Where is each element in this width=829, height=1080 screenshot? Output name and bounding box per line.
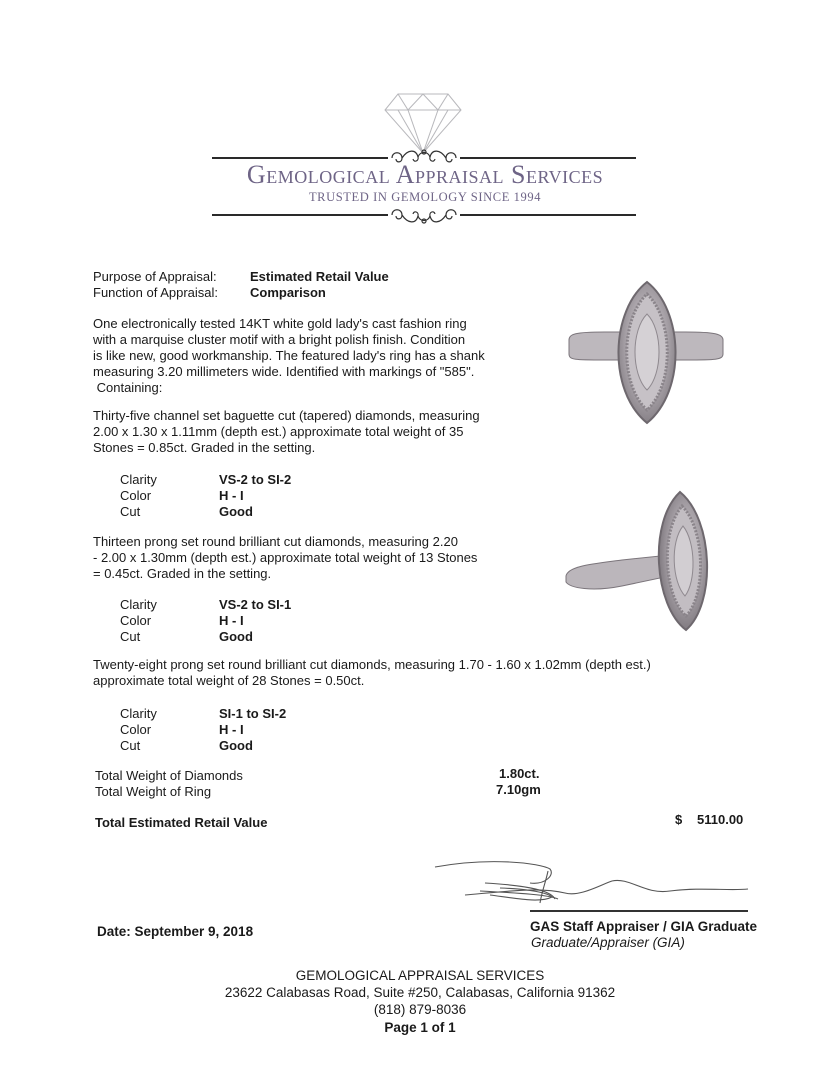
grade-label: Cut xyxy=(120,629,141,644)
description-line: One electronically tested 14KT white gold lady's cast fashion ring xyxy=(93,316,467,331)
stone-line: - 2.00 x 1.30mm (depth est.) approximate total weight of 13 Stones xyxy=(93,550,478,565)
footer-company-name: GEMOLOGICAL APPRAISAL SERVICES xyxy=(295,968,545,983)
header-rule-top-left xyxy=(212,157,388,159)
purpose-label: Purpose of Appraisal: xyxy=(93,269,217,284)
total-diamond-weight-value: 1.80ct. xyxy=(499,766,540,781)
page-number: Page 1 of 1 xyxy=(384,1020,456,1035)
grade-value: H - I xyxy=(219,488,244,503)
signature-line xyxy=(530,910,748,912)
grade-value: H - I xyxy=(219,613,244,628)
appraiser-title: GAS Staff Appraiser / GIA Graduate xyxy=(530,919,758,934)
grade-label: Cut xyxy=(120,504,141,519)
description-line: is like new, good workmanship. The featured lady's ring has a shank xyxy=(93,348,485,363)
ring-description xyxy=(93,316,485,396)
stone-group-2-description xyxy=(93,534,477,582)
grade-value: Good xyxy=(219,504,253,519)
grade-value: VS-2 to SI-1 xyxy=(219,597,292,612)
grade-label: Clarity xyxy=(120,597,157,612)
appraisal-date: Date: September 9, 2018 xyxy=(97,924,254,939)
header-rule-bottom-left xyxy=(212,214,388,216)
stone-line: Stones = 0.85ct. Graded in the setting. xyxy=(93,440,316,455)
company-name-heading: Gemological Appraisal Services xyxy=(246,160,604,189)
total-ring-weight-label: Total Weight of Ring xyxy=(95,784,212,799)
stone-line: Thirteen prong set round brilliant cut diamonds, measuring 2.20 xyxy=(93,534,458,549)
grade-value: VS-2 to SI-2 xyxy=(219,472,292,487)
total-diamond-weight-label: Total Weight of Diamonds xyxy=(95,768,243,783)
grade-label: Clarity xyxy=(120,706,157,721)
stone-line: 2.00 x 1.30 x 1.11mm (depth est.) approximate total weight of 35 xyxy=(93,424,464,439)
stone-line: Twenty-eight prong set round brilliant cut diamonds, measuring 1.70 - 1.60 x 1.02mm (depth est.) xyxy=(93,657,651,672)
header-rule-top-right xyxy=(460,157,636,159)
header-rule-bottom-right xyxy=(460,214,636,216)
description-line: Containing: xyxy=(93,380,163,395)
footer-phone: (818) 879-8036 xyxy=(373,1002,467,1017)
diamond-logo-icon xyxy=(384,92,462,154)
purpose-value: Estimated Retail Value xyxy=(250,269,389,284)
grade-value: SI-1 to SI-2 xyxy=(219,706,287,721)
grade-value: Good xyxy=(219,629,253,644)
appraiser-subtitle: Graduate/Appraiser (GIA) xyxy=(531,935,685,950)
grade-label: Clarity xyxy=(120,472,157,487)
total-retail-value: 5110.00 xyxy=(697,812,744,827)
grade-value: H - I xyxy=(219,722,244,737)
grade-label: Color xyxy=(120,488,152,503)
flourish-ornament-icon xyxy=(388,204,460,226)
ring-photo-angle-view xyxy=(562,488,722,633)
currency-symbol: $ xyxy=(675,812,683,827)
stone-line: approximate total weight of 28 Stones = 0.50ct. xyxy=(93,673,365,688)
function-value: Comparison xyxy=(250,285,326,300)
description-line: with a marquise cluster motif with a bright polish finish. Condition xyxy=(93,332,466,347)
description-line: measuring 3.20 millimeters wide. Identified with markings of "585". xyxy=(93,364,475,379)
total-retail-value-label: Total Estimated Retail Value xyxy=(95,815,268,830)
grade-label: Color xyxy=(120,722,152,737)
ring-photo-top-view xyxy=(565,280,725,425)
grade-label: Color xyxy=(120,613,152,628)
stone-group-1-description xyxy=(93,408,480,456)
company-tagline: TRUSTED IN GEMOLOGY SINCE 1994 xyxy=(308,190,542,204)
grade-label: Cut xyxy=(120,738,141,753)
stone-line: = 0.45ct. Graded in the setting. xyxy=(93,566,272,581)
function-label: Function of Appraisal: xyxy=(93,285,219,300)
stone-line: Thirty-five channel set baguette cut (tapered) diamonds, measuring xyxy=(93,408,480,423)
footer-address: 23622 Calabasas Road, Suite #250, Calabasas, California 91362 xyxy=(224,985,616,1000)
appraiser-signature xyxy=(430,855,760,910)
stone-group-3-description xyxy=(93,657,651,689)
total-ring-weight-value: 7.10gm xyxy=(496,782,541,797)
grade-value: Good xyxy=(219,738,253,753)
